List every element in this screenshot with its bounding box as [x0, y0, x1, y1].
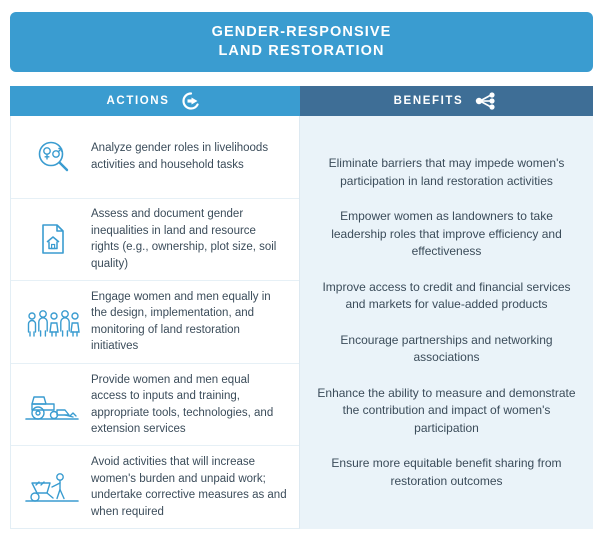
action-item-text: Avoid activities that will increase women's burden and unpaid work; undertake corrective measures as and when required — [91, 456, 287, 518]
action-item — [11, 199, 299, 282]
actions-header — [10, 86, 300, 116]
action-item-text: Assess and document gender inequalities in land and resource rights (e.g., ownership, plot size, soil quality) — [91, 208, 277, 270]
title-banner — [10, 12, 593, 72]
actions-list — [10, 116, 300, 529]
action-item-text: Provide women and men equal access to inputs and training, appropriate tools, technologies, and extension services — [91, 373, 274, 436]
benefits-column — [300, 86, 593, 529]
action-item — [11, 281, 299, 364]
benefit-item: Encourage partnerships and networking associations — [340, 332, 553, 364]
benefits-header — [300, 86, 593, 116]
title-line-1: GENDER-RESPONSIVE — [211, 24, 392, 40]
document-home-icon — [15, 219, 91, 259]
group-of-people-icon — [15, 302, 91, 342]
action-item — [11, 446, 299, 528]
benefit-item: Eliminate barriers that may impede women's participation in land restoration activities — [328, 156, 565, 188]
tractor-icon — [15, 385, 91, 425]
content-columns — [10, 86, 593, 529]
action-item — [11, 116, 299, 199]
actions-column — [10, 86, 300, 529]
benefit-item: Improve access to credit and financial services and markets for value-added products — [322, 279, 571, 311]
action-item — [11, 364, 299, 447]
benefit-item: Enhance the ability to measure and demonstrate the contribution and impact of women's participation — [317, 385, 576, 435]
benefit-item: Ensure more equitable benefit sharing from restoration outcomes — [331, 456, 562, 488]
action-item-text: Engage women and men equally in the design, implementation, and monitoring of land restoration initiatives — [91, 290, 271, 353]
magnifier-gender-icon — [15, 137, 91, 177]
benefit-item: Empower women as landowners to take leadership roles that improve efficiency and effectiveness — [331, 209, 562, 258]
wheelbarrow-worker-icon — [15, 467, 91, 507]
network-nodes-icon — [473, 91, 499, 111]
benefits-list — [300, 116, 593, 529]
benefits-header-label: BENEFITS — [393, 95, 464, 107]
title-line-2: LAND RESTORATION — [218, 43, 385, 59]
actions-header-label: ACTIONS — [106, 95, 170, 107]
arrow-in-circle-icon — [179, 91, 203, 111]
action-item-text: Analyze gender roles in livelihoods activities and household tasks — [91, 142, 269, 171]
